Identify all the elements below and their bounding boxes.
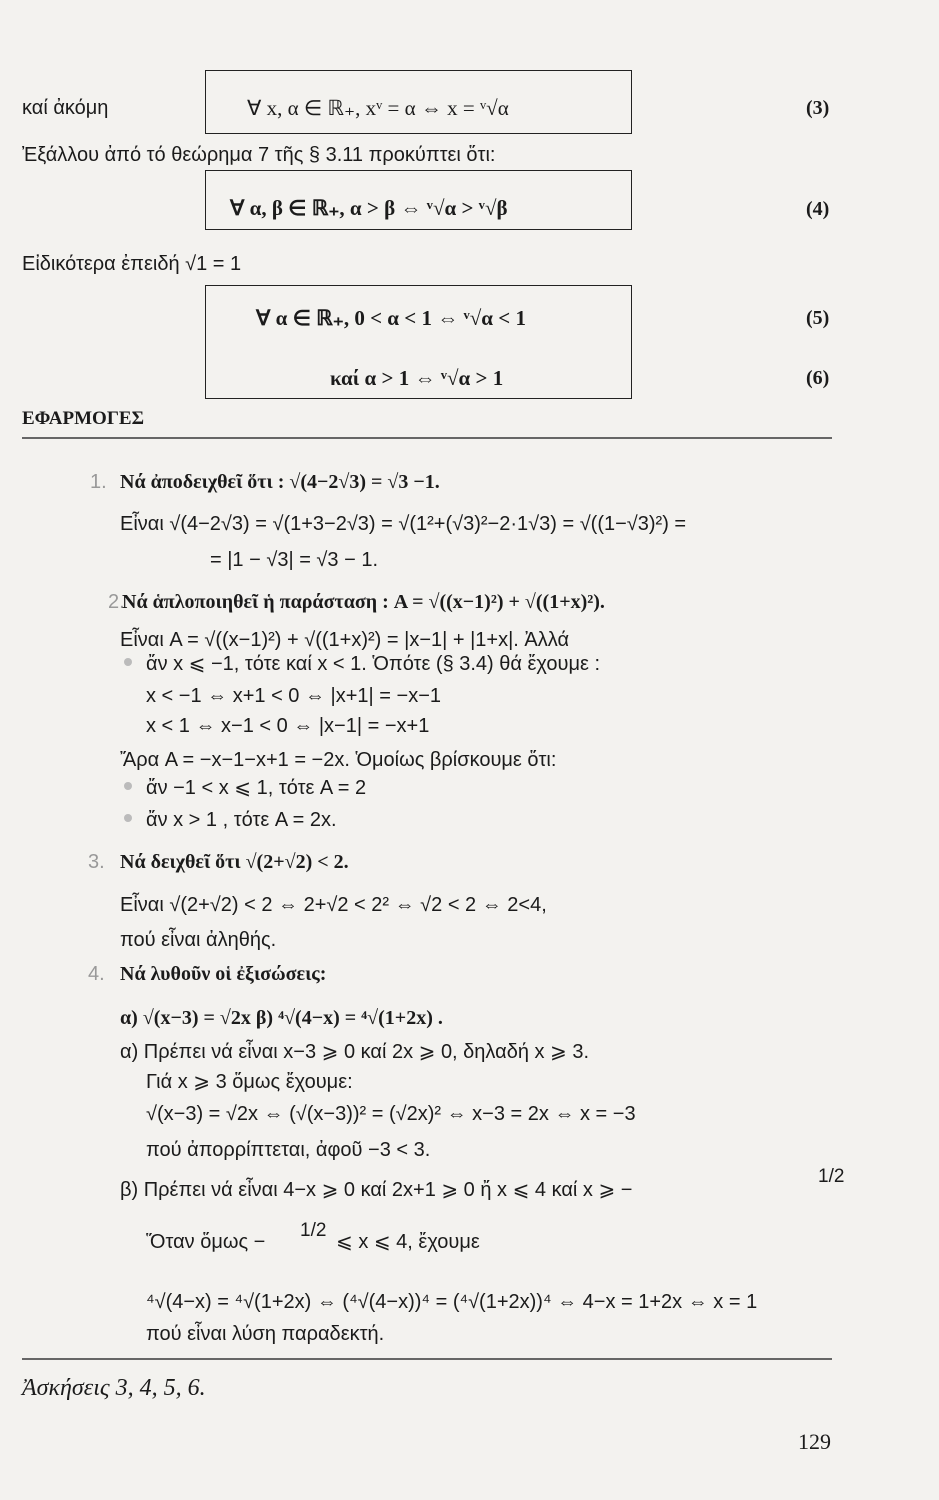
solution-line: ἄν x ⩽ −1, τότε καί x < 1. Ὁπότε (§ 3.4) θά ἔχουμε : [146,653,601,675]
solution-line: = |1 − √3| = √3 − 1. [210,549,379,571]
text-line: καί ἀκόμη [22,97,109,119]
problem-4-statement: Νά λυθοῦν οἱ ἐξισώσεις: [120,963,327,985]
formula-5: ∀ α ∈ ℝ₊, 0 < α < 1 ⇔ ᵛ√α < 1 [256,306,526,330]
text-line: Εἰδικότερα ἐπειδή √1 = 1 [22,253,242,275]
item-number: 2. [108,591,125,613]
solution-line: Ἄρα A = −x−1−x+1 = −2x. Ὁμοίως βρίσκουμε ὅτι: [120,749,557,771]
solution-line: β) Πρέπει νά εἶναι 4−x ⩾ 0 καί 2x+1 ⩾ 0 ἤ x ⩽ 4 καί x ⩾ − [120,1179,633,1201]
solution-line: Γιά x ⩾ 3 ὅμως ἔχουμε: [146,1071,353,1093]
equation-tag: (5) [806,307,830,329]
equation-tag: (3) [806,97,830,119]
solution-line: ἄν −1 < x ⩽ 1, τότε A = 2 [146,777,367,799]
item-number: 3. [88,851,105,873]
formula-6: καί α > 1 ⇔ ᵛ√α > 1 [330,366,504,390]
bullet [124,782,132,790]
formula-3: ∀ x, α ∈ ℝ₊, xᵛ = α ⇔ x = ᵛ√α [247,96,509,120]
solution-line: ⁴√(4−x) = ⁴√(1+2x) ⇔ (⁴√(4−x))⁴ = (⁴√(1+2x))⁴ ⇔ 4−x = 1+2x ⇔ x = 1 [146,1291,758,1313]
bullet [124,658,132,666]
solution-line: x < 1 ⇔ x−1 < 0 ⇔ |x−1| = −x+1 [146,715,430,737]
equation-tag: (6) [806,367,830,389]
solution-line: √(x−3) = √2x ⇔ (√(x−3))² = (√2x)² ⇔ x−3 = 2x ⇔ x = −3 [146,1103,636,1125]
solution-line: πού εἶναι ἀληθής. [120,929,277,951]
solution-line: ⩽ x ⩽ 4, ἔχουμε [336,1231,480,1253]
section-rule [22,437,832,439]
solution-line: Εἶναι A = √((x−1)²) + √((1+x)²) = |x−1| + |1+x|. Ἀλλά [120,629,570,651]
item-number: 1. [90,471,107,493]
problem-4-equations: α) √(x−3) = √2x β) ⁴√(4−x) = ⁴√(1+2x) . [120,1007,443,1029]
problem-1-statement: Νά ἀποδειχθεῖ ὅτι : √(4−2√3) = √3 −1. [120,471,440,493]
text-line: Ἐξάλλου ἀπό τό θεώρημα 7 τῆς § 3.11 προκύπτει ὅτι: [22,144,496,166]
page-number: 129 [798,1429,831,1454]
solution-line: Εἶναι √(2+√2) < 2 ⇔ 2+√2 < 2² ⇔ √2 < 2 ⇔ 2<4, [120,894,547,916]
solution-line: x < −1 ⇔ x+1 < 0 ⇔ |x+1| = −x−1 [146,685,442,707]
fraction: 1/2 [300,1220,327,1241]
solution-line: Ὅταν ὅμως − [146,1231,266,1253]
problem-3-statement: Νά δειχθεῖ ὅτι √(2+√2) < 2. [120,851,349,873]
equation-tag: (4) [806,198,830,220]
solution-line: πού εἶναι λύση παραδεκτή. [146,1323,385,1345]
solution-line: ἄν x > 1 , τότε A = 2x. [146,809,337,831]
bullet [124,814,132,822]
fraction: 1/2 [818,1166,845,1187]
solution-line: πού ἀπορρίπτεται, ἀφοῦ −3 < 3. [146,1139,431,1161]
section-heading: ΕΦΑΡΜΟΓΕΣ [22,408,144,429]
problem-2-statement: Νά ἁπλοποιηθεῖ ἡ παράσταση : A = √((x−1)²) + √((1+x)²). [122,591,605,613]
section-rule [22,1358,832,1360]
solution-line: Εἶναι √(4−2√3) = √(1+3−2√3) = √(1²+(√3)²−2·1√3) = √((1−√3)²) = [120,513,687,535]
exercises-reference: Ἀσκήσεις 3, 4, 5, 6. [22,1375,206,1401]
formula-4: ∀ α, β ∈ ℝ₊, α > β ⇔ ᵛ√α > ᵛ√β [230,196,508,220]
solution-line: α) Πρέπει νά εἶναι x−3 ⩾ 0 καί 2x ⩾ 0, δηλαδή x ⩾ 3. [120,1041,590,1063]
item-number: 4. [88,963,105,985]
